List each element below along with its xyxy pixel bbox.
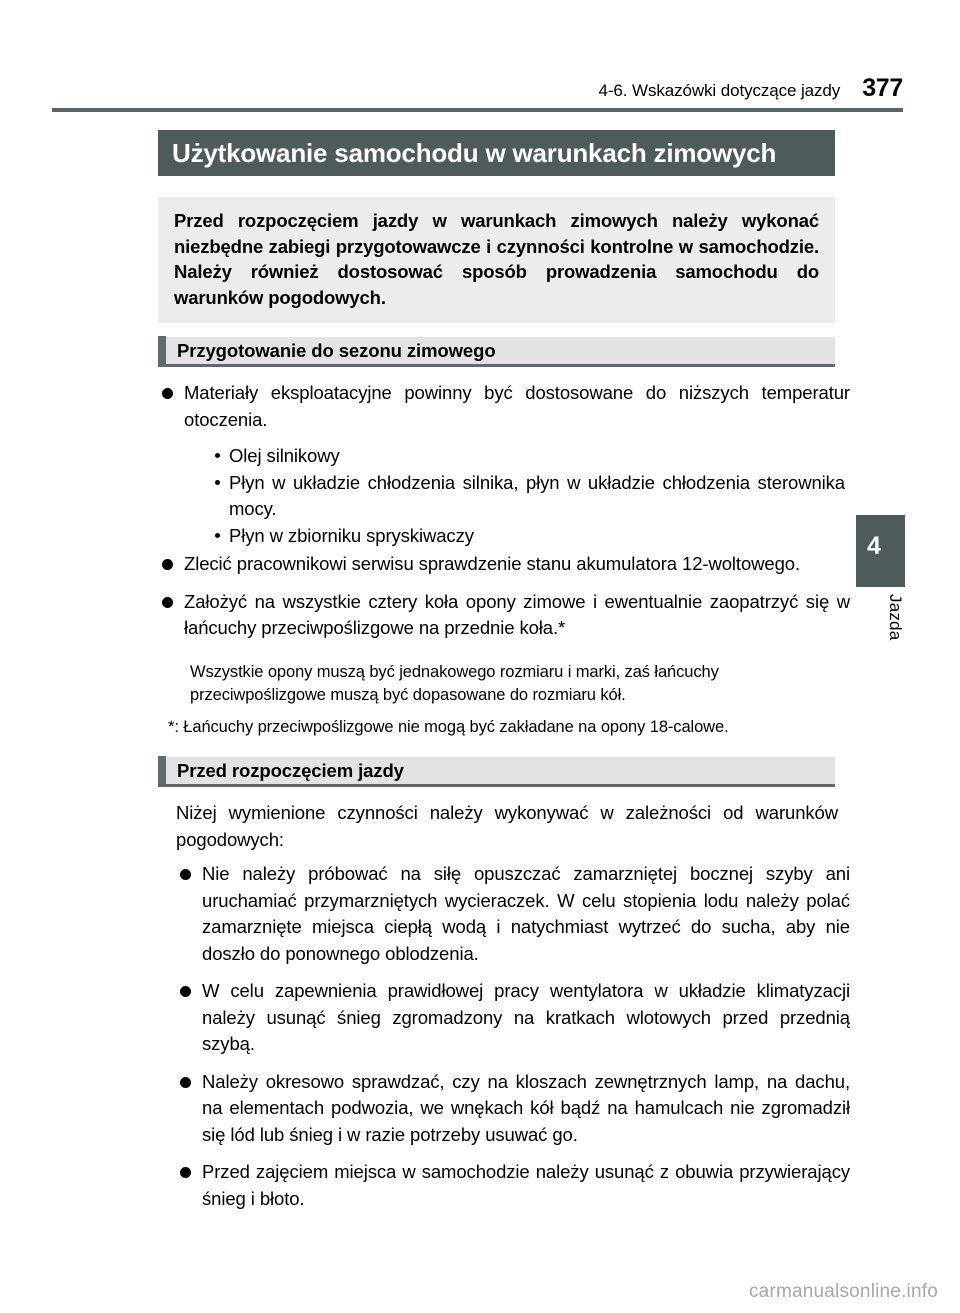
bullet-list-before-driving [176, 861, 850, 1212]
running-head-section-label: 4-6. Wskazówki dotyczące jazdy [598, 81, 841, 100]
sub-bullet-dot-icon [215, 533, 220, 538]
list-item-text: Płyn w zbiorniku spryskiwaczy [229, 524, 474, 546]
sub-bullet-dot-icon [215, 453, 220, 458]
list-item-text: Przed zajęciem miejsca w samochodzie należy usunąć z obuwia przywierający śnieg i błoto. [202, 1161, 850, 1209]
list-item [176, 1069, 850, 1149]
section-header-accent-bar [158, 336, 166, 366]
list-item-text: Należy okresowo sprawdzać, czy na kloszach zewnętrznych lamp, na dachu, na elementach podwozia, we wnękach kół bądź na hamulcach nie zgromadził się lód lub śnieg i w razie potrzeby usuwać go. [202, 1070, 850, 1145]
list-item-text: Założyć na wszystkie cztery koła opony zimowe i ewentualnie zaopatrzyć się w łańcuchy przeciwpoślizgowe na przednie koła.* [184, 590, 850, 638]
tire-note [190, 661, 850, 707]
list-item [158, 589, 850, 642]
before-driving-intro-text: Niżej wymienione czynności należy wykonywać w zależności od warunków pogodowych: [176, 802, 838, 850]
list-item-text: Nie należy próbować na siłę opuszczać zamarzniętej bocznej szyby ani uruchamiać przymarzniętych wycieraczek. W celu stopienia lodu należy polać zamarznięte miejsca ciepłą wodą i natychmiast wytrzeć do sucha, aby nie doszło do ponownego oblodzenia. [202, 863, 850, 964]
chapter-thumb-label: Jazda [886, 594, 905, 641]
list-item [176, 1159, 850, 1212]
footer-watermark: carmanualsonline.info [748, 1281, 938, 1302]
list-item-text: Olej silnikowy [229, 445, 340, 466]
sub-bullet-dot-icon [215, 480, 220, 485]
list-item [176, 861, 850, 967]
section-header-label: Przed rozpoczęciem jazdy [177, 759, 404, 781]
lead-box-text: Przed rozpoczęciem jazdy w warunkach zimowych należy wykonać niezbędne zabiegi przygotowawcze i czynności kontrolne w samochodzie. Należy również dostosować sposób prowadzenia samochodu do warunków pogodowych. [174, 210, 819, 308]
before-driving-intro [176, 800, 838, 853]
section-header-winter-prep [158, 337, 835, 367]
bullet-list-winter-prep-bottom [158, 551, 850, 642]
bullet-dot-icon [180, 869, 191, 880]
header-rule [52, 108, 903, 112]
list-item [213, 443, 845, 470]
list-item-text: Materiały eksploatacyjne powinny być dostosowane do niższych temperatur otoczenia. [184, 382, 850, 430]
bullet-dot-icon [180, 1167, 191, 1178]
bullet-dot-icon [162, 597, 173, 608]
footnote-snow-chains [168, 716, 858, 739]
list-item-text: W celu zapewnienia prawidłowej pracy wentylatora w układzie klimatyzacji należy usunąć śnieg zgromadzony na kratkach wlotowych przed przednią szybą. [202, 980, 850, 1054]
chapter-title: Użytkowanie samochodu w warunkach zimowych [172, 137, 777, 168]
section-header-before-driving [158, 757, 835, 787]
list-item [213, 523, 845, 550]
list-item-text: Płyn w układzie chłodzenia silnika, płyn w układzie chłodzenia sterownika mocy. [229, 471, 845, 519]
list-item [158, 551, 850, 578]
section-header-accent-bar [158, 756, 166, 786]
tire-note-text: Wszystkie opony muszą być jednakowego rozmiaru i marki, zaś łańcuchy przeciwpoślizgowe muszą być dopasowane do rozmiaru kół. [190, 663, 719, 704]
section-header-label: Przygotowanie do sezonu zimowego [177, 339, 496, 361]
list-item-text: Zlecić pracownikowi serwisu sprawdzenie stanu akumulatora 12-woltowego. [184, 553, 801, 574]
sub-bullet-list-fluids [213, 443, 845, 549]
chapter-thumb-tab [856, 515, 905, 587]
chapter-number: 4 [867, 532, 881, 560]
list-item [176, 978, 850, 1058]
bullet-dot-icon [180, 986, 191, 997]
list-item [213, 470, 845, 523]
bullet-list-winter-prep-top [158, 380, 850, 433]
bullet-dot-icon [162, 388, 173, 399]
chapter-title-banner [158, 130, 835, 176]
bullet-dot-icon [180, 1077, 191, 1088]
running-head [52, 74, 903, 103]
lead-box [158, 197, 835, 323]
bullet-dot-icon [162, 559, 173, 570]
list-item [158, 380, 850, 433]
page-number: 377 [862, 74, 903, 102]
footnote-text: *: Łańcuchy przeciwpoślizgowe nie mogą być zakładane na opony 18-calowe. [168, 718, 729, 736]
